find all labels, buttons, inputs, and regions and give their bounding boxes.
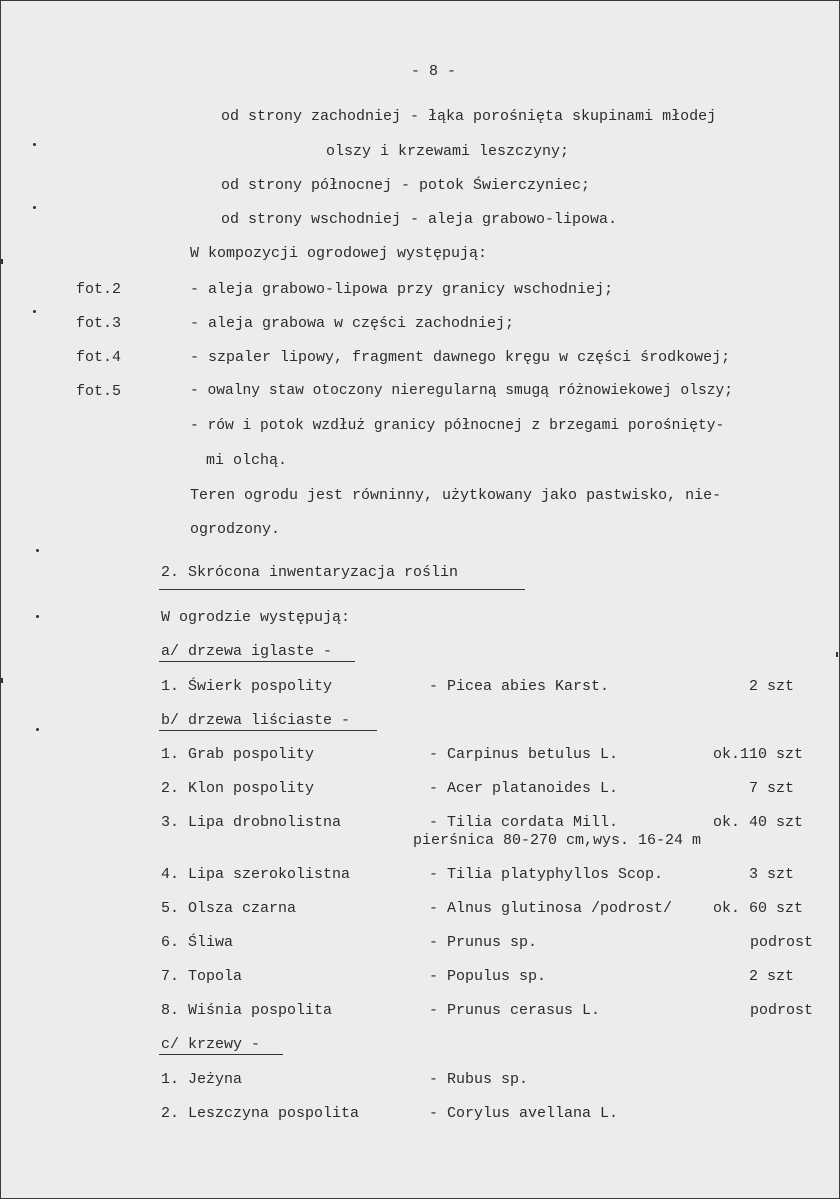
photo-ref: fot.4 (76, 349, 122, 366)
plant-name: 6. Śliwa (161, 934, 234, 951)
margin-tick (836, 652, 838, 657)
boundary-line: od strony wschodniej - aleja grabowo-lipowa. (221, 211, 618, 228)
margin-dot (36, 549, 39, 552)
plant-name: 1. Grab pospolity (161, 746, 315, 763)
plant-latin: - Tilia cordata Mill. (429, 814, 619, 831)
section-title-underline (159, 589, 525, 590)
plant-qty: ok. 40 szt (712, 814, 803, 831)
photo-ref: fot.3 (76, 315, 122, 332)
inventory-intro: W ogrodzie występują: (161, 609, 351, 626)
plant-name: 5. Olsza czarna (161, 900, 297, 917)
plant-qty: ok.110 szt (712, 746, 803, 763)
plant-qty: 3 szt (748, 866, 794, 883)
margin-dot (33, 143, 36, 146)
composition-item: - szpaler lipowy, fragment dawnego kręgu w części środkowej; (190, 349, 731, 366)
terrain-line: ogrodzony. (190, 521, 281, 538)
plant-name: 3. Lipa drobnolistna (161, 814, 342, 831)
margin-tick (1, 678, 3, 683)
margin-dot (36, 728, 39, 731)
boundary-line: olszy i krzewami leszczyny; (326, 143, 570, 160)
plant-qty: 2 szt (748, 968, 794, 985)
composition-item: - aleja grabowo-lipowa przy granicy wschodniej; (190, 281, 614, 298)
plant-latin: - Prunus cerasus L. (429, 1002, 601, 1019)
composition-item: mi olchą. (206, 452, 288, 469)
plant-latin: - Alnus glutinosa /podrost/ (429, 900, 673, 917)
plant-latin: - Picea abies Karst. (429, 678, 610, 695)
group-heading-underline (159, 1054, 283, 1055)
margin-dot (33, 310, 36, 313)
plant-latin: - Tilia platyphyllos Scop. (429, 866, 664, 883)
composition-item: - rów i potok wzdłuż granicy północnej z brzegami porośnięty- (190, 418, 725, 434)
terrain-line: Teren ogrodu jest równinny, użytkowany jako pastwisko, nie- (190, 487, 722, 504)
group-heading-underline (159, 730, 377, 731)
group-heading-underline (159, 661, 355, 662)
margin-tick (1, 259, 3, 264)
group-heading: b/ drzewa liściaste - (161, 712, 351, 729)
plant-latin: - Carpinus betulus L. (429, 746, 619, 763)
group-heading: c/ krzewy - (161, 1036, 261, 1053)
plant-name: 2. Leszczyna pospolita (161, 1105, 360, 1122)
plant-note: pierśnica 80-270 cm,wys. 16-24 m (413, 832, 702, 849)
plant-name: 2. Klon pospolity (161, 780, 315, 797)
plant-name: 8. Wiśnia pospolita (161, 1002, 333, 1019)
boundary-line: od strony zachodniej - łąka porośnięta skupinami młodej (221, 108, 717, 125)
composition-intro: W kompozycji ogrodowej występują: (190, 245, 488, 262)
photo-ref: fot.5 (76, 383, 122, 400)
plant-qty: ok. 60 szt (712, 900, 803, 917)
plant-qty: podrost (749, 1002, 813, 1019)
plant-name: 1. Świerk pospolity (161, 678, 333, 695)
page-number: - 8 - (411, 63, 457, 80)
plant-name: 4. Lipa szerokolistna (161, 866, 351, 883)
plant-latin: - Prunus sp. (429, 934, 538, 951)
boundary-line: od strony północnej - potok Świerczyniec; (221, 177, 591, 194)
plant-latin: - Corylus avellana L. (429, 1105, 619, 1122)
plant-name: 1. Jeżyna (161, 1071, 243, 1088)
composition-item: - owalny staw otoczony nieregularną smugą różnowiekowej olszy; (190, 383, 733, 399)
composition-item: - aleja grabowa w części zachodniej; (190, 315, 515, 332)
plant-latin: - Populus sp. (429, 968, 547, 985)
plant-name: 7. Topola (161, 968, 243, 985)
margin-dot (33, 206, 36, 209)
plant-qty: podrost (749, 934, 813, 951)
section-title: 2. Skrócona inwentaryzacja roślin (161, 564, 459, 581)
margin-dot (36, 615, 39, 618)
plant-latin: - Acer platanoides L. (429, 780, 619, 797)
photo-ref: fot.2 (76, 281, 122, 298)
plant-qty: 2 szt (748, 678, 794, 695)
group-heading: a/ drzewa iglaste - (161, 643, 333, 660)
plant-latin: - Rubus sp. (429, 1071, 529, 1088)
plant-qty: 7 szt (748, 780, 794, 797)
